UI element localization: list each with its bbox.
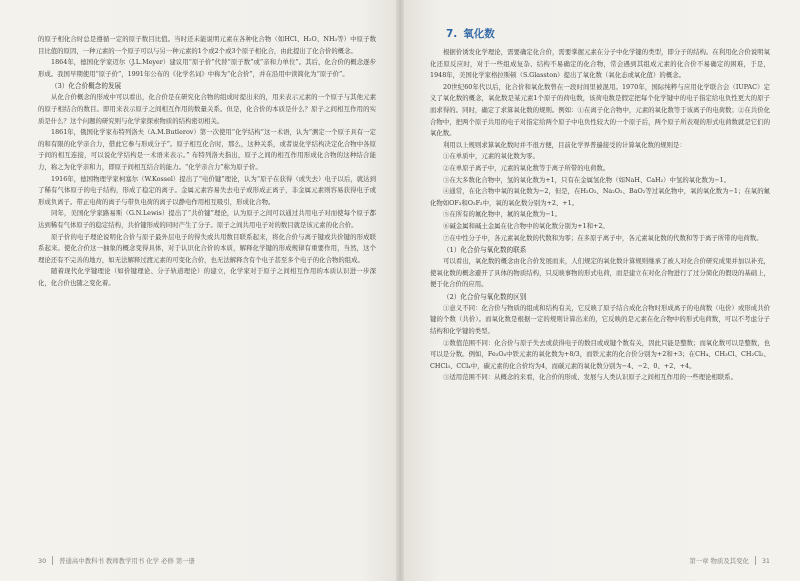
paragraph: 根据价诱发化学理论，需要确定化合价，需要掌握元素在分子中化学键的类型，即分子的结构。在利用化合价说明氧化还原反应时，对于一些组成复杂、结构不易确定的化合物，常会遇到其组成元素的化合价不易确定的困难，于是，1948年，美国化学家格拉斯顿（S.Glasston）提出了氧化数（氧化态或氧化值）的概念。 — [430, 48, 770, 80]
paragraph: 利用以上规则求算氧化数时并不很方便，目前化学界普遍接受的计算氧化数的规则是： — [443, 140, 686, 149]
paragraph: 同年，美国化学家路易斯（G.N.Lewis）提出了“共价键”理论，认为原子之间可以通过共用电子对而使每个原子都达到稀有气体原子的稳定结构，共价键形成的同时产生了分子。原子之间共用电子对的数目就是该元素的化合价。 — [38, 209, 376, 229]
rule-item: ②在单原子离子中，元素的氧化数等于离子所带的电荷数。 — [443, 163, 610, 172]
rule-item: ⑤在所有的氟化物中，氟的氧化数为−1。 — [443, 210, 562, 219]
book-title: 普通高中教科书 教师教学用书 化学 必修 第一册 — [59, 557, 196, 565]
page-number: 31 — [761, 556, 770, 565]
paragraph: 从化合价概念的形成中可以看出，化合价是在研究化合物的组成时提出来的，用来表示元素的一个原子与其他元素的原子相结合的数目。即用来表示原子之间相互作用的数量关系。但是，化合价的本质是什么？原子之间相互作用的实质是什么？这个问题的研究则与化学家探索物质的结构密切相关。 — [38, 93, 376, 125]
paragraph: 原子价的电子理论说明化合价与原子最外层电子的得失或共用数目联系起来，将化合价与离子键或共价键的形成联系起来。使化合价这一抽象的概念变得具体，对于认识化合价的本质，解释化学键的形成规律有重要作用，当然，这个理论还有不完善的地方，如无法解释过渡元素的可变化合价，也无法解释含有个电子甚至多个电子的化合物的组成。 — [38, 232, 376, 264]
subheading: （3）化合价概念的发展 — [51, 82, 122, 91]
paragraph: ①意义不同：化合价与物质的组成和结构有关，它反映了原子结合成化合物时形成离子的电荷数（电价）或形成共价键的个数（共价）。而氧化数是根据一定的规则计算出来的，它反映的是元素在化合物中的形式电荷数，可以不考虑分子结构和化学键的类型。 — [430, 303, 770, 336]
paragraph: 随着现代化学键理论（如价键理论、分子轨道理论）的建立，化学家对于原子之间相互作用的本质认识进一步深化，化合价也随之变化着。 — [38, 267, 376, 287]
paragraph: 的原子相化合时总是遵循一定的原子数目比值。当时还未能说明元素在各种化合物（如HCl、H₂O、NH₃等）中原子数目比值的原因，一种元素的一个原子可以与另一种元素的1个或2个或3个原子相化合，由此提出了化合价的概念。 — [38, 35, 376, 55]
section-heading — [446, 26, 770, 41]
subheading: （1）化合价与氧化数的联系 — [443, 246, 527, 255]
section-number: 7. — [446, 27, 458, 40]
footer-divider — [755, 556, 756, 565]
paragraph: 1864年，德国化学家迈尔（J.L.Meyer）建议用“原子价”代替“原子数”或“亲和力单位”。其后，化合价的概念逐步形成。我国早期使用“原子价”，1991年公布的《化学名词》中称为“化合价”，并在沿用中读简化为“原子价”。 — [38, 58, 376, 78]
section-title: 氧化数 — [463, 28, 495, 40]
subheading: （2）化合价与氧化数的区别 — [443, 292, 527, 301]
rule-item: ④通常，在化合物中氧的氧化数为−2，但是，在H₂O₂、Na₂O₂、BaO₂等过氧化物中，氧的氧化数为−1；在氧的氟化物如OF₂和O₂F₂中，氧的氧化数分别为+2、+1。 — [430, 187, 770, 207]
right-page — [400, 0, 800, 581]
paragraph: 1916年，德国物理学家柯塞尔（W.Kossel）提出了“电价键”理论，认为“原子在获得（或失去）电子以后，就达到了稀有气体原子的电子结构，形成了稳定的离子。金属元素容易失去电子或形成正离子，非金属元素则容易获得电子或形成负离子。带正电荷的离子与带负电荷的离子以静电作用相互吸引，形成化合物。 — [38, 174, 376, 206]
page-number: 30 — [38, 556, 47, 565]
footer-divider — [52, 556, 53, 565]
paragraph: ③适用范围不同：从概念的来看，化合价的形成、发展与人类认识原子之间相互作用的一些理论相联系。 — [443, 373, 737, 382]
rule-item: ①在单质中，元素的氧化数为零。 — [443, 152, 539, 161]
paragraph: 20世纪60年代以后，化合价和氧化数曾在一段时间里被混用。1970年，国际纯粹与应用化学联合会（IUPAC）定义了氧化数的概念，氧化数是某元素1个原子的荷电数，该荷电数是假定把每个化学键中的电子指定给电负性更大的原子而求得的。同时，确定了求算氧化数的规则。例如：①在离子化合物中，元素的氧化数等于该离子的电荷数；②在共价化合物中，把两个原子共用的电子对指定给两个原子中电负性较大的一个原子后，两个原子所表观的形式电荷数就是它们的氧化数。 — [430, 82, 770, 138]
left-footer — [38, 556, 195, 565]
chapter-title: 第一章 物质及其变化 — [689, 557, 749, 565]
paragraph: 可以看出，氧化数的概念由化合价发展而来，人们规定的氧化数计算规则继承了被人对化合价研究成果并加以补充，使氧化数的概念避开了具体的物质结构，只反映事物的形式电荷，而是建立在对化合物进行了过分简化的假设的基础上，便于化合价的应用。 — [430, 257, 770, 289]
rule-item: ⑦在中性分子中，各元素氧化数的代数和为零；在多原子离子中，各元素氧化数的代数和等于离子所带的电荷数。 — [443, 233, 763, 242]
book-gutter — [396, 0, 404, 581]
right-footer — [689, 556, 770, 565]
rule-item: ③在大多数化合物中，氢的氧化数为+1，只有在金属氢化物（如NaH、CaH₂）中氢的氧化数为−1。 — [443, 175, 731, 184]
paragraph: 1861年，俄国化学家布特列洛夫（A.M.Butlerov）第一次使用“化学结构”这一术语，认为“测定一个原子具有一定的和有限的化学亲合力，借此它参与形成分子”。原子相互化合时，那么，这种关系，或者说化学结构决定化合物中各原子间的相互连接，可以说化学结构是一术语来表示。” 布特列洛夫指出，原子之间的相互作用形成化合物的这种结合能力，称之为化学亲和力，即原子间相互结合的能力。“化学亲合力”称为原子价。 — [38, 128, 376, 171]
rule-item: ⑥碱金属和碱土金属在化合物中的氧化数分别为+1和+2。 — [443, 221, 609, 230]
paragraph: ②数值范围不同：化合价与原子失去或获得电子的数目或成键个数有关，因此只能是整数；而氧化数可以是整数，也可以是分数。例如，Fe₃O₄中铁元素的氧化数为+8/3，而铁元素的化合价分别为+2和+3；在CH₄、CH₃Cl、CH₂Cl₂、CHCl₃、CCl₄中，碳元素的化合价均为4，而碳元素的氧化数分别为−4、−2、0、+2、+4。 — [430, 338, 770, 370]
